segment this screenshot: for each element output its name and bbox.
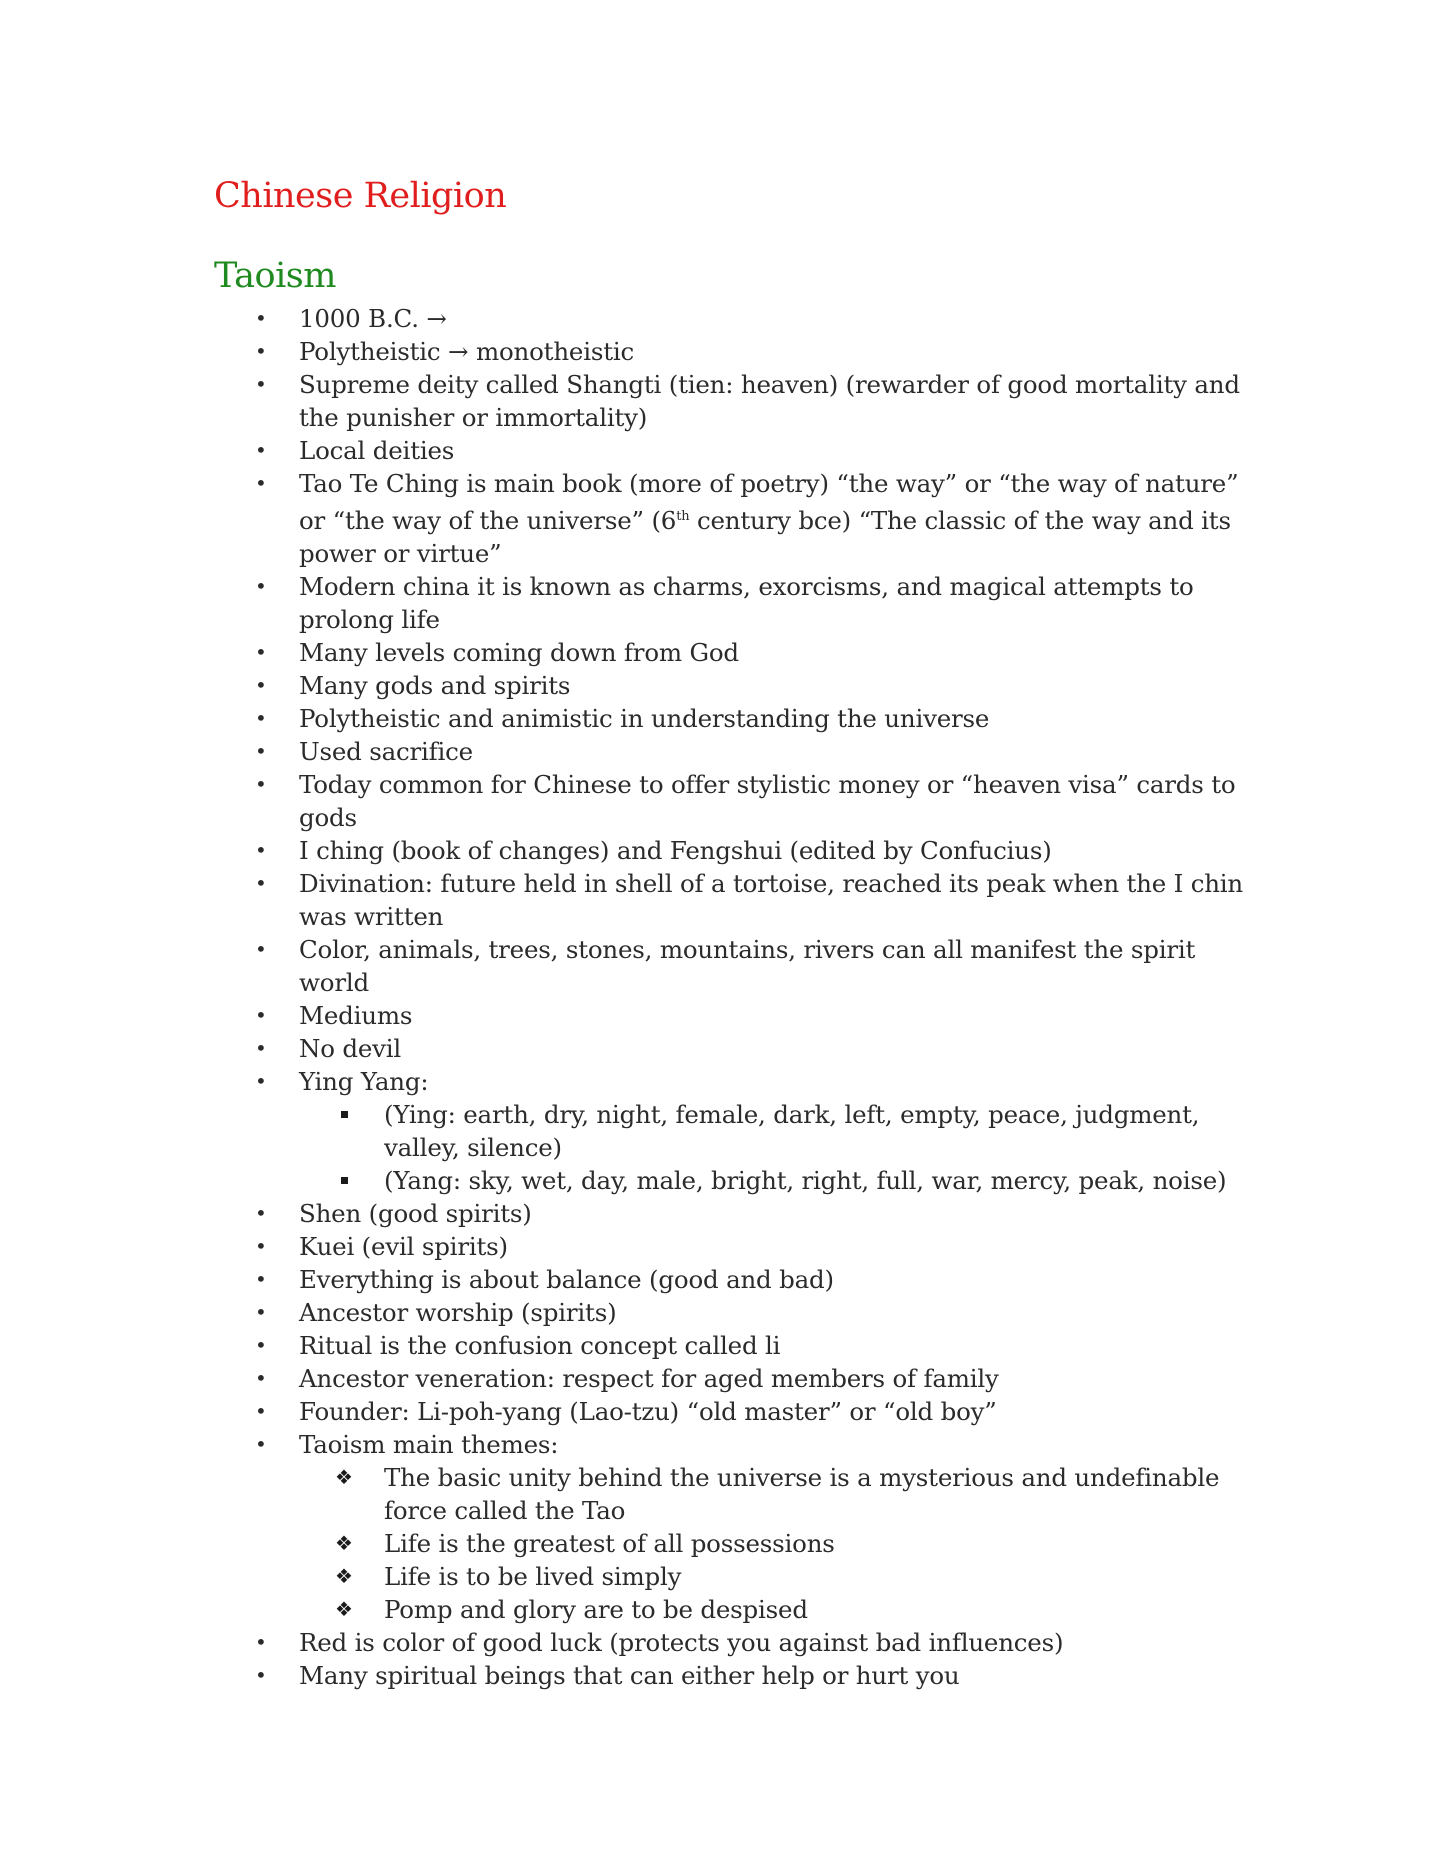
bullet-icon: •: [255, 1003, 267, 1028]
section-title-taoism: Taoism: [214, 256, 336, 296]
list-item-text: 1000 B.C. →: [299, 304, 447, 333]
bullet-icon: •: [255, 673, 267, 698]
list-item: [214, 1626, 1254, 1659]
list-item-text: Supreme deity called Shangti (tien: heaven) (rewarder of good mortality and the punisher or immortality): [299, 370, 1240, 432]
bullet-icon: •: [255, 739, 267, 764]
bullet-icon: •: [255, 838, 267, 863]
list-item: [214, 867, 1254, 933]
sub-list-item-text: (Ying: earth, dry, night, female, dark, left, empty, peace, judgment, valley, silence): [384, 1100, 1200, 1163]
list-item-text: Ritual is the confusion concept called li: [299, 1331, 781, 1361]
bullet-icon: •: [255, 871, 267, 896]
sub-list-item: [299, 1527, 1254, 1560]
list-item: [214, 768, 1254, 834]
bullet-icon: •: [255, 471, 267, 495]
list-item: [214, 1428, 1254, 1626]
bullet-icon: •: [255, 1399, 267, 1424]
bullet-list: [214, 302, 1254, 1692]
bullet-icon: •: [255, 1267, 267, 1292]
sub-list-item-text: Life is the greatest of all possessions: [384, 1529, 835, 1559]
list-item-text: Used sacrifice: [299, 737, 473, 767]
bullet-icon: •: [255, 1234, 267, 1259]
list-item-text: Ying Yang:: [299, 1067, 429, 1097]
bullet-icon: •: [255, 1069, 267, 1094]
sub-list-item: [299, 1593, 1254, 1626]
sub-list-item-text: (Yang: sky, wet, day, male, bright, right, full, war, mercy, peak, noise): [384, 1166, 1227, 1196]
bullet-icon: •: [255, 1333, 267, 1358]
list-item: [214, 434, 1254, 467]
list-item-text: Tao Te Ching is main book (more of poetry) “the way” or “the way of nature” or “the way of the universe” (6th century bce) “The classic of the way and its power or virtue”: [299, 469, 1239, 569]
list-item: [214, 1659, 1254, 1692]
sub-list-item: [299, 1098, 1254, 1164]
sub-list-item: [299, 1560, 1254, 1593]
bullet-icon: •: [255, 772, 267, 797]
list-item: [214, 302, 1254, 335]
sub-list-item: [299, 1461, 1254, 1527]
list-item: [214, 636, 1254, 669]
list-item-text: Many gods and spirits: [299, 671, 571, 701]
list-item-text: Local deities: [299, 436, 455, 465]
list-item-text: Taoism main themes:: [299, 1430, 559, 1460]
bullet-icon: •: [255, 1036, 267, 1061]
bullet-icon: •: [255, 640, 267, 665]
list-item: [214, 467, 1254, 570]
document-body: [214, 166, 1254, 1692]
sub-list-item-text: Life is to be lived simply: [384, 1562, 682, 1592]
list-item: [214, 1263, 1254, 1296]
list-item-text: Shen (good spirits): [299, 1199, 532, 1229]
list-item-text: Modern china it is known as charms, exorcisms, and magical attempts to prolong life: [299, 572, 1194, 635]
bullet-icon: •: [255, 306, 267, 330]
bullet-icon: •: [255, 1630, 267, 1655]
list-item: [214, 735, 1254, 768]
list-item-text: Many levels coming down from God: [299, 638, 739, 668]
list-item: [214, 368, 1254, 434]
list-item-text: Red is color of good luck (protects you against bad influences): [299, 1628, 1064, 1658]
list-item-text: Many spiritual beings that can either help or hurt you: [299, 1661, 960, 1691]
bullet-icon: •: [255, 1366, 267, 1391]
list-item-text: Kuei (evil spirits): [299, 1232, 508, 1262]
bullet-icon: •: [255, 339, 267, 363]
list-item: [214, 669, 1254, 702]
bullet-icon: •: [255, 1201, 267, 1226]
square-bullet-icon: [341, 1111, 348, 1118]
bullet-icon: •: [255, 1663, 267, 1688]
bullet-icon: •: [255, 1300, 267, 1325]
sub-list-item: [299, 1164, 1254, 1197]
sub-list-item-text: The basic unity behind the universe is a mysterious and undefinable force called the Tao: [384, 1463, 1220, 1526]
bullet-icon: •: [255, 937, 267, 962]
list-item: [214, 999, 1254, 1032]
list-item-text: Ancestor veneration: respect for aged members of family: [299, 1364, 999, 1394]
diamond-bullet-icon: ❖: [335, 1531, 353, 1556]
list-item: [214, 933, 1254, 999]
sub-list-item-text: Pomp and glory are to be despised: [384, 1595, 808, 1625]
diamond-bullet-icon: ❖: [335, 1465, 353, 1490]
list-item: [214, 570, 1254, 636]
list-item-text: Polytheistic and animistic in understanding the universe: [299, 704, 990, 734]
list-item-text: Polytheistic → monotheistic: [299, 337, 635, 366]
bullet-icon: •: [255, 1432, 267, 1457]
list-item: [214, 834, 1254, 867]
bullet-icon: •: [255, 438, 267, 462]
bullet-icon: •: [255, 706, 267, 731]
list-item: [214, 1296, 1254, 1329]
list-item-text: Everything is about balance (good and bad): [299, 1265, 834, 1295]
list-item: [214, 1230, 1254, 1263]
list-item: [214, 1197, 1254, 1230]
list-item-text: Today common for Chinese to offer stylistic money or “heaven visa” cards to gods: [299, 770, 1236, 833]
diamond-bullet-icon: ❖: [335, 1564, 353, 1589]
list-item: [214, 702, 1254, 735]
list-item-text: Ancestor worship (spirits): [299, 1298, 617, 1328]
list-item: [214, 1362, 1254, 1395]
list-item: [214, 1032, 1254, 1065]
list-item: [214, 1395, 1254, 1428]
list-item-text: No devil: [299, 1034, 402, 1064]
diamond-bullet-icon: ❖: [335, 1597, 353, 1622]
list-item-text: Founder: Li-poh-yang (Lao-tzu) “old master” or “old boy”: [299, 1397, 997, 1427]
list-item-text: I ching (book of changes) and Fengshui (edited by Confucius): [299, 836, 1052, 866]
document-title: Chinese Religion: [214, 176, 507, 216]
list-item-text: Color, animals, trees, stones, mountains, rivers can all manifest the spirit world: [299, 935, 1196, 998]
sub-list: [299, 1098, 1254, 1197]
bullet-icon: •: [255, 574, 267, 599]
list-item: [214, 335, 1254, 368]
bullet-icon: •: [255, 372, 267, 396]
square-bullet-icon: [341, 1177, 348, 1184]
sub-list: [299, 1461, 1254, 1626]
list-item-text: Divination: future held in shell of a tortoise, reached its peak when the I chin was written: [299, 869, 1244, 932]
list-item: [214, 1329, 1254, 1362]
list-item-text: Mediums: [299, 1001, 413, 1031]
list-item: [214, 1065, 1254, 1197]
